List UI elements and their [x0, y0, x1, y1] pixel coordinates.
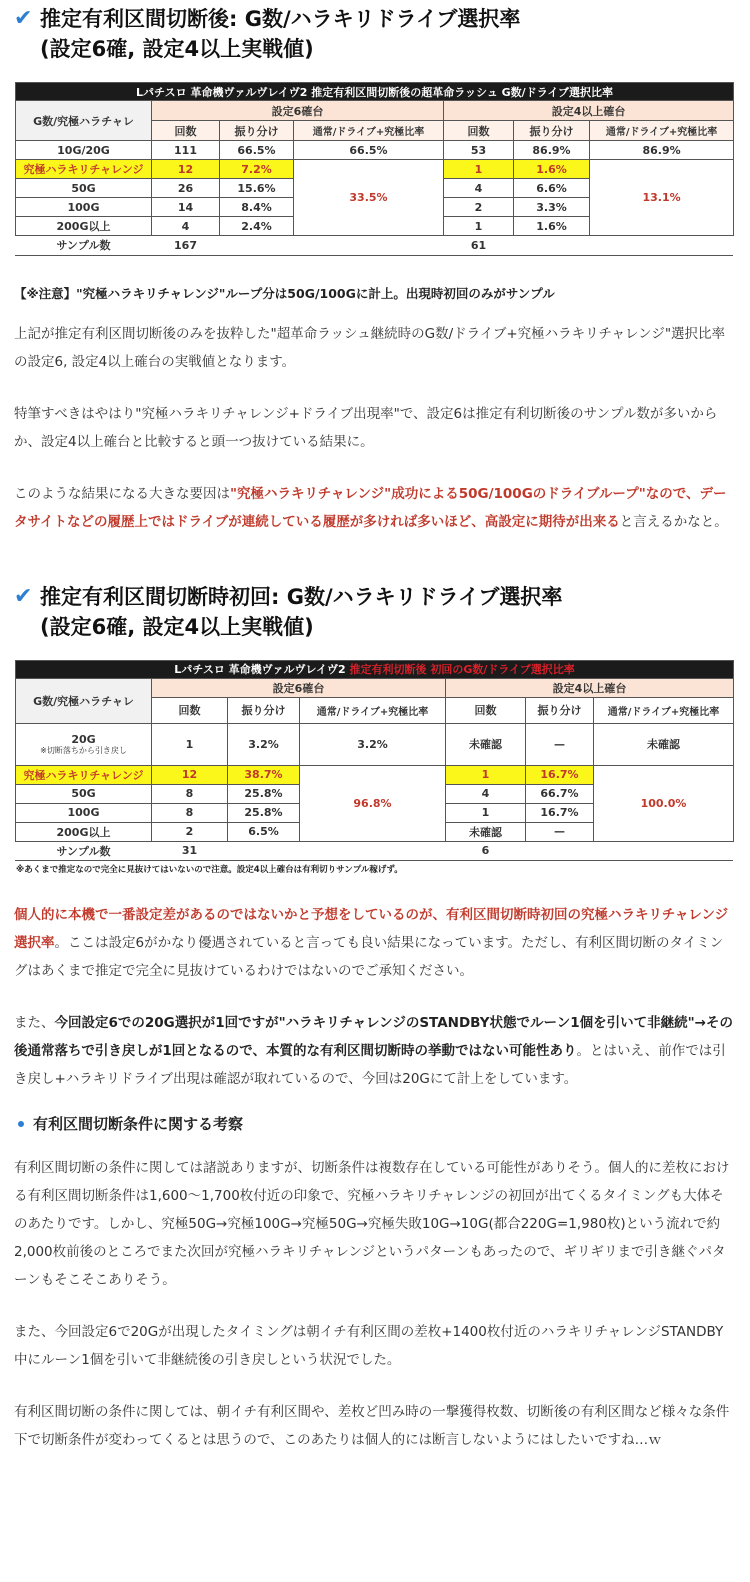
table2-footnote: ※あくまで推定なので完全に見抜けてはいないので注意。設定4以上確台は有利切りサンプル稼げず。 [16, 865, 403, 875]
table1-wrapper [14, 82, 736, 256]
table1-cell: 7.2% [220, 160, 294, 179]
para4-emphasis: 個人的に本機で一番設定差があるのではないかと予想をしているのが、有利区間切断時初回の究極ハラキリチャレンジ選択率 [14, 907, 729, 951]
table2-cell: 16.7% [526, 765, 594, 784]
table1-cell: 15.6% [220, 179, 294, 198]
table2-merged6: 96.8% [300, 765, 446, 841]
table-row [16, 141, 734, 160]
section2-title-line2: (設定6確, 設定4以上実戦値) [40, 614, 314, 639]
table1-cell: 4 [444, 179, 514, 198]
table1-sample-label: サンプル数 [56, 239, 111, 253]
table2-row-label: 100G [16, 803, 152, 822]
table2-col-header: 振り分け [228, 697, 300, 723]
para3-emphasis: "究極ハラキリチャレンジ"成功による50G/100Gのドライブループ"なので、データサイトなどの履歴上ではドライブが連続している履歴が多ければ多いほど、高設定に期待が出来る [14, 485, 727, 530]
table2-row-label: 究極ハラキリチャレンジ [16, 765, 152, 784]
table1-cell: 111 [152, 141, 220, 160]
checkmark-icon: ✔ [14, 583, 33, 609]
table2-cell: 38.7% [228, 765, 300, 784]
table2-row-label [16, 723, 152, 765]
table1-row-label: 10G/20G [16, 141, 152, 160]
table2-sample-label: サンプル数 [56, 844, 111, 858]
table1-cell: 1 [444, 217, 514, 236]
table1-group4-header: 設定4以上確台 [444, 101, 734, 121]
para5-emphasis: 今回設定6での20G選択が1回ですが"ハラキリチャレンジのSTANDBY状態でルーン1個を引いて非継続"→その後通常落ちで引き戻しが1回となるので、本質的な有利区間切断時の挙動ではない可能性あり [14, 1015, 733, 1059]
table-row [16, 160, 734, 179]
para7: また、今回設定6で20Gが出現したタイミングは朝イチ有利区間の差枚+1400枚付近のハラキリチャレンジSTANDBY中にルーン1個を引いて非継続後の引き戻しという状況でした。 [14, 1324, 724, 1368]
para5-c: 。とはいえ、前作では引き戻し+ハラキリドライブ出現は確認が取れているので、今回は20Gにて計上をしています。 [14, 1043, 726, 1087]
table1-cell: 1.6% [514, 217, 590, 236]
table2-caption [16, 660, 734, 678]
para2: 特筆すべきはやはり"究極ハラキリチャレンジ+ドライブ出現率"で、設定6は推定有利切断後のサンプル数が多いからか、設定4以上確台と比較すると頭一つ抜けている結果に。 [14, 405, 718, 450]
table2-cell: 3.2% [300, 723, 446, 765]
table1-col-header: 振り分け [220, 121, 294, 141]
bullet-heading [14, 1113, 736, 1134]
table2-col-header: 振り分け [526, 697, 594, 723]
table1-cell: 53 [444, 141, 514, 160]
para5-a: また、 [14, 1015, 55, 1031]
table1-sample4: 61 [470, 238, 487, 252]
table1 [15, 82, 734, 255]
table1-cell: 14 [152, 198, 220, 217]
table2-label-header: G数/究極ハラチャレ [16, 678, 152, 723]
table2-group4-header: 設定4以上確台 [446, 678, 734, 697]
para3-c: と言えるかなと。 [619, 513, 728, 530]
table1-row-label: 100G [16, 198, 152, 217]
table2-cell: — [526, 723, 594, 765]
table2-merged4: 100.0% [594, 765, 734, 841]
table2-cell: 16.7% [526, 803, 594, 822]
table2-col-header: 通常/ドライブ+究極比率 [594, 697, 734, 723]
table1-cell: 12 [152, 160, 220, 179]
table2-row-label: 200G以上 [16, 822, 152, 841]
para8: 有利区間切断の条件に関しては、朝イチ有利区間や、差枚ど凹み時の一撃獲得枚数、切断後の有利区間など様々な条件下で切断条件が変わってくるとは思うので、このあたりは個人的には断言しないようにはしたいですね…ｗ [14, 1404, 730, 1448]
table2-cell: 1 [446, 765, 526, 784]
table2-wrapper [14, 660, 736, 876]
table1-cell: 2 [444, 198, 514, 217]
bullet-heading-text: 有利区間切断条件に関する考察 [33, 1115, 244, 1133]
table1-merged4: 13.1% [590, 160, 734, 236]
bullet-dot-icon [18, 1121, 24, 1127]
table1-row-label: 200G以上 [16, 217, 152, 236]
table2-cell: 25.8% [228, 803, 300, 822]
table1-cell: 86.9% [514, 141, 590, 160]
table1-col-header: 通常/ドライブ+究極比率 [294, 121, 444, 141]
table2-col-header: 通常/ドライブ+究極比率 [300, 697, 446, 723]
table1-col-header: 通常/ドライブ+究極比率 [590, 121, 734, 141]
table2-col-header: 回数 [152, 697, 228, 723]
table1-caption: Lパチスロ 革命機ヴァルヴレイヴ2 推定有利区間切断後の超革命ラッシュ G数/ドライブ選択比率 [16, 83, 734, 101]
table1-group6-header: 設定6確台 [152, 101, 444, 121]
table1-col-header: 回数 [152, 121, 220, 141]
table1-cell: 26 [152, 179, 220, 198]
table2-cell: 6.5% [228, 822, 300, 841]
section1-title-line2: (設定6確, 設定4以上実戦値) [40, 37, 314, 61]
table2-cell: 8 [152, 803, 228, 822]
table2-group6-header: 設定6確台 [152, 678, 446, 697]
table2-caption-a: Lパチスロ 革命機ヴァルヴレイヴ2 [174, 663, 350, 676]
table2-cell: 未確認 [446, 822, 526, 841]
note1: 【※注意】"究極ハラキリチャレンジ"ループ分は50G/100Gに計上。出現時初回のみがサンプル [14, 285, 555, 301]
table2-row20-note: ※切断落ちから引き戻し [40, 745, 127, 755]
table-row [16, 236, 734, 255]
table2-caption-b: 推定有利切断後 初回のG数/ドライブ選択比率 [349, 663, 575, 676]
table2-cell: 4 [446, 784, 526, 803]
table1-cell: 66.5% [294, 141, 444, 160]
para3-a: このような結果になる大きな要因は [14, 485, 230, 502]
table1-col-header: 回数 [444, 121, 514, 141]
section1-title-line1: 推定有利区間切断後: G数/ハラキリドライブ選択率 [40, 7, 521, 31]
table2-cell: 66.7% [526, 784, 594, 803]
table1-cell: 1.6% [514, 160, 590, 179]
para4-b: 。ここは設定6がかなり優遇されていると言っても良い結果になっています。ただし、有利区間切断のタイミングはあくまで推定で完全に見抜けているわけではないのでご承知ください。 [14, 935, 724, 979]
table2-cell: — [526, 822, 594, 841]
section1-heading [14, 0, 736, 64]
section2-title-line1: 推定有利区間切断時初回: G数/ハラキリドライブ選択率 [40, 584, 563, 609]
table1-cell: 1 [444, 160, 514, 179]
table2-cell: 未確認 [594, 723, 734, 765]
table1-sample6: 167 [174, 238, 197, 252]
table1-col-header: 振り分け [514, 121, 590, 141]
table1-cell: 6.6% [514, 179, 590, 198]
table1-cell: 4 [152, 217, 220, 236]
table1-cell: 66.5% [220, 141, 294, 160]
table2-cell: 12 [152, 765, 228, 784]
para6: 有利区間切断の条件に関しては諸説ありますが、切断条件は複数存在している可能性がありそう。個人的に差枚における有利区間切断条件は1,600〜1,700枚付近の印象で、究極ハラキリチャレンジの初回が出てくるタイミングも大体そのあたりです。しかし、究極50G→究極100G→究極50G→究極失敗10G→10G(都合220G=1,980枚)という流れで約2,000枚前後のところでまた次回が究極ハラキリチャレンジというパターンもあったので、ギリギリまで引き継ぐパターンもそこそこありそう。 [14, 1160, 730, 1288]
table1-cell: 3.3% [514, 198, 590, 217]
table2-row20-label: 20G [71, 732, 96, 746]
table1-cell: 2.4% [220, 217, 294, 236]
table2-cell: 8 [152, 784, 228, 803]
table1-cell: 8.4% [220, 198, 294, 217]
table1-row-label: 究極ハラキリチャレンジ [16, 160, 152, 179]
para3 [14, 480, 736, 536]
table2-sample4: 6 [481, 844, 490, 858]
table1-merged6: 33.5% [294, 160, 444, 236]
table2 [15, 660, 734, 861]
table2-row-label: 50G [16, 784, 152, 803]
table1-row-label: 50G [16, 179, 152, 198]
checkmark-icon: ✔ [14, 6, 33, 31]
table1-label-header: G数/究極ハラチャレ [16, 101, 152, 141]
table-row [16, 765, 734, 784]
para4 [14, 901, 736, 985]
table2-cell: 未確認 [446, 723, 526, 765]
table2-sample6: 31 [181, 844, 198, 858]
table2-cell: 1 [446, 803, 526, 822]
table1-cell: 86.9% [590, 141, 734, 160]
table-row [16, 723, 734, 765]
table2-cell: 3.2% [228, 723, 300, 765]
para5 [14, 1009, 736, 1093]
table-row [16, 841, 734, 860]
table2-cell: 2 [152, 822, 228, 841]
table2-cell: 1 [152, 723, 228, 765]
table2-cell: 25.8% [228, 784, 300, 803]
table2-col-header: 回数 [446, 697, 526, 723]
section2-heading [14, 582, 736, 642]
para1: 上記が推定有利区間切断後のみを抜粋した"超革命ラッシュ継続時のG数/ドライブ+究極ハラキリチャレンジ"選択比率の設定6, 設定4以上確台の実戦値となります。 [14, 325, 726, 370]
